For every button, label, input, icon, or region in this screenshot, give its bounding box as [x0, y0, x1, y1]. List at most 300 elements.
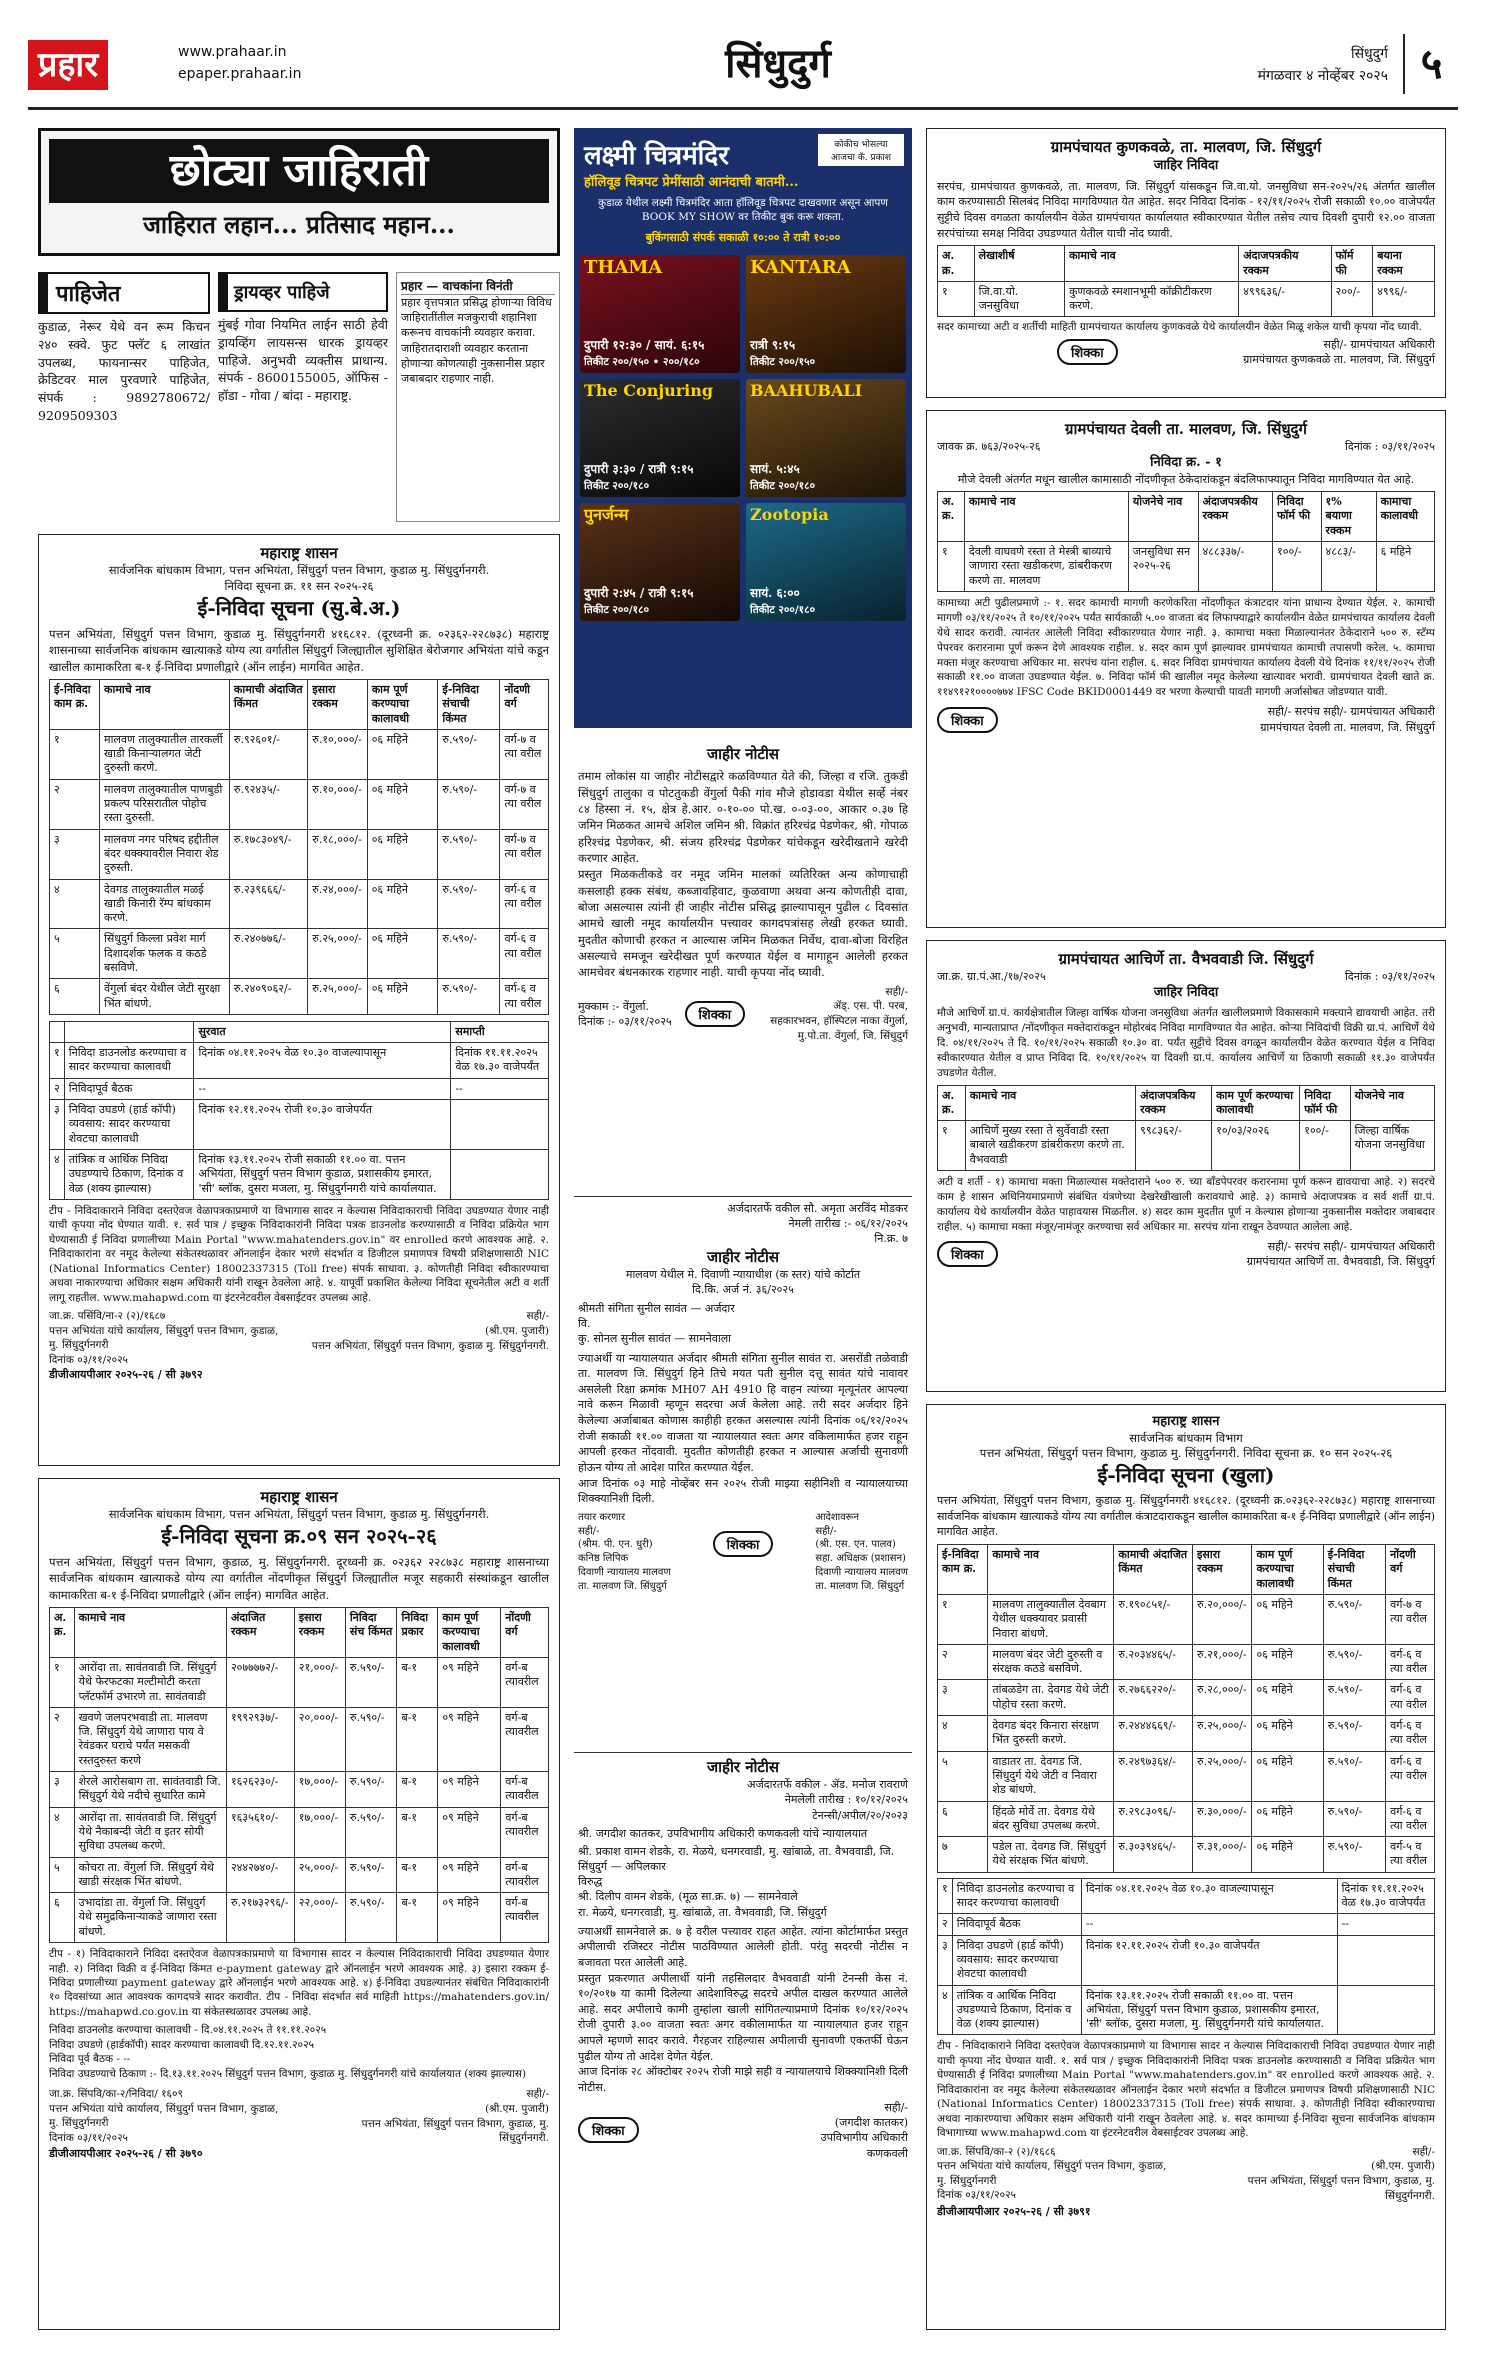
cell: [451, 1100, 549, 1150]
table-header: काम पूर्ण करण्याचा कालावधी: [1212, 1085, 1300, 1121]
cell: वर्ग-६ व त्या वरील: [1386, 1751, 1435, 1801]
cell: आरोंदा ता. सावंतवाडी जि. सिंधुदुर्ग येथे नैकाबन्दी जेटी व इतर सोयी सुविधा उपलब्ध करणे.: [74, 1807, 226, 1857]
cell: आचिर्णे मुख्य रस्ता ते सुर्वेवाडी रस्ता बाबाले खडीकरण डांबरीकरण करणे ता. वैभववाडी: [965, 1121, 1135, 1171]
cell: मालवण तालुक्यातील तारकर्ली खाडी किनाऱ्यालगत जेटी दुरुस्ती करणे.: [100, 729, 230, 779]
cell: ०६ महिने: [367, 929, 438, 979]
table-header: इसारा रक्कम: [308, 679, 367, 729]
gp-date: दिनांक : ०३/११/२०२५: [1345, 440, 1435, 454]
tender-reference: जा.क्र. पसिंवि/ना-२ (२)/१६८७ पत्तन अभियंता यांचे कार्यालय, सिंधुदुर्ग पत्तन विभाग, कुडाळ, मु. सिंधुदुर्गनगरी दिनांक ०३/११/२०२५: [49, 1310, 279, 1366]
cell: ०६ महिने: [1252, 1680, 1323, 1716]
cell: निविदा उघडणे (हार्ड कॉपी) व्यवसाय: सादर करण्याचा शेवटचा कालावधी: [952, 1935, 1081, 1985]
table-header: कामाचे नाव: [74, 1608, 226, 1658]
tender-intro: पत्तन अभियंता, सिंधुदुर्ग पत्तन विभाग, कुडाळ मु. सिंधुदुर्गनगरी ४१६८१२. (दूरध्वनी क्र.०२३६२-२२८७३८) महाराष्ट्र शासनाच्या सार्वजनिक बांधकाम खात्याकडे योग्य त्या वर्गातील कंत्राटदाराकडून खालील कामाकरिता ब-१ ई-निविदा प्रणालीद्वारे (ऑन लाईन) मागवित आहेत.: [937, 1494, 1435, 1539]
cell: ४: [50, 879, 100, 929]
table-row: [50, 1857, 549, 1893]
cell: ०६ महिने: [367, 779, 438, 829]
movie-poster: [580, 379, 740, 497]
cell: रु.५९०/-: [345, 1657, 397, 1707]
cell: २: [50, 1078, 65, 1099]
cell: खवणे जलपरभवाडी ता. मालवण जि. सिंधुदुर्ग येथे जाणारा पाय वे रेवंडकर घराचे पर्यंत मसकवी रस्तदुरुस्त करणे: [74, 1707, 226, 1771]
cell: उभादांडा ता. वेंगुर्ला जि. सिंधुदुर्ग येथे समुद्रकिनाऱ्याकडे जाणारा रस्ता बांधणे.: [74, 1893, 226, 1943]
table-header: कामाचे नाव: [988, 1545, 1114, 1595]
cell: १: [938, 1878, 953, 1914]
cell: रु.२७६६२२०/-: [1114, 1680, 1193, 1716]
table-header: योजनेचे नाव: [1350, 1085, 1434, 1121]
table-row: [938, 1751, 1435, 1801]
cell: रु.२८,०००/-: [1193, 1680, 1252, 1716]
table-header: अ. क्र.: [938, 1085, 966, 1121]
cell: दिनांक ११.११.२०२५ वेळ १७.३० वाजेपर्यंत: [1337, 1878, 1434, 1914]
tender-reference: जा.क्र. सिंपवि/का-२ (२)/१६८६ पत्तन अभियंता यांचे कार्यालय, सिंधुदुर्ग पत्तन विभाग, कुडाळ, मु. सिंधुदुर्गनगरी दिनांक ०३/११/२०२५: [937, 2145, 1167, 2202]
public-notice-court-malvan: [574, 1196, 912, 1742]
cell: २२,०००/-: [294, 1893, 345, 1943]
cell: ब-१: [397, 1857, 438, 1893]
cell: ४: [938, 1716, 988, 1752]
tender-dgipr-code: डीजीआयपीआर २०२५-२६ / सी ३७९०: [49, 2147, 203, 2161]
tender-notice-09: [38, 1478, 560, 2330]
gp-footnote: सदर कामाच्या अटी व शर्तीची माहिती ग्रामपंचायत कार्यालय कुणकवळे येथे कार्यालयीन वेळेत मिळू शकेल याची कृपया नोंद घ्यावी.: [937, 321, 1422, 334]
cell: देवली वाघवणे रस्ता ते मेस्त्री बाव्याचे जाणारा रस्ता खडीकरण, डांबरीकरण करणे ता. मालवण: [964, 542, 1128, 592]
cell: ०९ महिने: [438, 1893, 501, 1943]
cell: रु.२४४४६६९/-: [1114, 1716, 1193, 1752]
seal-stamp: शिक्का: [937, 1241, 998, 1267]
tender-works-table: [937, 1544, 1435, 1873]
brand-logo: प्रहार: [28, 40, 108, 90]
cell: रु.५९०/-: [1323, 1801, 1385, 1837]
table-header: अ. क्र.: [938, 492, 965, 542]
tender-dept: सार्वजनिक बांधकाम विभाग, पत्तन अभियंता, सिंधुदुर्ग पत्तन विभाग, कुडाळ मु. सिंधुदुर्गनगरी.: [108, 563, 490, 578]
cell: ०९ महिने: [438, 1772, 501, 1808]
movie-title: KANTARA: [750, 257, 851, 279]
movie-shows: रात्री ९:१५: [750, 338, 796, 353]
cell: रु.५९०/-: [1323, 1751, 1385, 1801]
tender-title: ई-निविदा सूचना (सु.बे.अ.): [197, 595, 401, 620]
gp-title: ग्रामपंचायत कुणकवळे, ता. मालवण, जि. सिंधुदुर्ग: [1050, 138, 1322, 156]
cell: १७,०००/-: [294, 1807, 345, 1857]
movie-poster: [746, 379, 906, 497]
district-title: सिंधुदुर्ग: [725, 40, 831, 87]
reader-disclaimer: [396, 272, 560, 522]
tender-works-table: [49, 679, 549, 1015]
cell: ०६ महिने: [367, 829, 438, 879]
classified-ad-wanted: [38, 272, 210, 522]
cell: ३: [938, 1680, 988, 1716]
notice-signature: सही/- (जगदीश कातकर) उपविभागीय अधिकारी कणकवली: [820, 2100, 908, 2160]
table-row: [938, 1680, 1435, 1716]
cinema-booking: बुकिंगसाठी संपर्क सकाळी १०:०० ते रात्री १०:००: [645, 231, 841, 245]
notice-title: जाहीर नोटीस: [706, 1758, 780, 1776]
cell: ६: [938, 1801, 988, 1837]
cell: २१,०००/-: [294, 1657, 345, 1707]
cinema-title: लक्ष्मी चित्रमंदिर: [584, 141, 729, 171]
cell: मालवण बंदर जेटी दुरुस्ती व संरक्षक कठडे बसविणे.: [988, 1644, 1114, 1680]
tender-gov: महाराष्ट्र शासन: [260, 544, 338, 562]
cell: मालवण नगर परिषद हद्दीतील बंदर धक्क्यावरील निवारा शेड दुरुस्ती.: [100, 829, 230, 879]
cell: १: [938, 1594, 988, 1644]
gp-terms: कामाच्या अटी पुढीलप्रमाणे :- १. सदर कामाची मागणी करणेकरिता नोंदणीकृत कंत्राटदार यांना प्राधान्य देण्यात येईल. २. कामाची मागणी ०३/११/२०२५ ते १०/११/२०२५ पर्यंत सार्यकाळी ५.०० वाजता बंद लिफाफ्याद्वारे कार्यालयीन वेळेत ग्रामपंचायत कार्यालय देवली येथे सादर करावी. त्यानंतर आलेली निविदा स्वीकारण्यात येणार नाही. ३. कामाचा मक्ता मिळाल्यानंतर ठेकेदाराने ५०० रु. स्टॅम्प पेपरवर करारनामा पूर्ण करून देणे आवश्यक राहील. ४. सदर काम पूर्ण झाल्यावर ग्रामपंचायत कामाची तपासणी करेल. ५. कामाचा मक्ता मंजूर करण्याचा अधिकार मा. सरपंच यांना राहील. ६. सदर निविदा ग्रामपंचायत कार्यालय देवली येथे दिनांक ११/११/२०२५ रोजी सकाळी ११.०० वाजता उघडण्यात येईल. ७. निविदा फॉर्म फी खालील नमूद केलेल्या खात्यावर भरावी. ग्रामपंचायत देवली खाते क्र. ११४९१२१००००७७४ IFSC Code BKID0001449 वर भरणा केल्याची पावती मागणी अर्जासोबत जोडण्यात यावी.: [937, 596, 1435, 699]
cell: रु.१८,०००/-: [308, 829, 367, 879]
notice-left-signature: तयार करणार सही/- (श्रीम. पी. एन. धुरी) कनिष्ठ लिपिक दिवाणी न्यायालय मालवण ता. मालवण जि. सिंधुदुर्ग: [578, 1511, 671, 1592]
movie-title: Zootopia: [750, 505, 829, 525]
edition-date: मंगळवार ४ नोव्हेंबर २०२५: [1257, 68, 1388, 84]
tender-signature: सही/- (श्री.एम. पुजारी) पत्तन अभियंता, सिंधुदुर्ग पत्तन विभाग, कुडाळ, मु. सिंधुदुर्गनगरी.: [1247, 2145, 1435, 2202]
notice-header: अर्जदारतर्फे वकील सौ. अमृता अरविंद मोडकर नेमली तारीख :- ०६/१२/२०२५ नि.क्र. ७: [727, 1202, 908, 1246]
gram-panchayat-tender-devli: [926, 410, 1446, 928]
table-header: इसारा रक्कम: [294, 1608, 345, 1658]
table-row: [938, 1716, 1435, 1752]
cell: निविदा उघडणे (हार्ड कॉपी) व्यवसाय: सादर करण्याचा शेवटचा कालावधी: [64, 1100, 194, 1150]
table-header: योजनेचे नाव: [1128, 492, 1198, 542]
table-header: अ. क्र.: [50, 1608, 75, 1658]
cell: रु.५९०/-: [345, 1893, 397, 1943]
table-header: कामाची अंदाजित किंमत: [229, 679, 307, 729]
movie-shows: दुपारी ३:३० / रात्री ९:१५: [584, 462, 694, 477]
cell: ०६ महिने: [1252, 1644, 1323, 1680]
cell: दिनांक ०४.११.२०२५ वेळ १०.३० वाजल्यापासून: [194, 1043, 451, 1079]
gram-panchayat-tender-achirne: [926, 940, 1446, 1392]
notice-header: अर्जदारतर्फे वकील - ॲड. मनोज रावराणे नेमलेली तारीख : १०/१२/२०२५ टेनन्सी/अपील/२०/२०२३: [747, 1778, 908, 1822]
cell: ४९९६/-: [1373, 281, 1435, 317]
cell: वर्ग-ब त्यावरील: [501, 1893, 549, 1943]
table-row: [938, 1985, 1435, 2035]
cell: ब-१: [397, 1807, 438, 1857]
cell: दिनांक १२.११.२०२५ रोजी १०.३० वाजेपर्यंत: [194, 1100, 451, 1150]
cell: रु.५९०/-: [438, 879, 500, 929]
cell: १९९२९३७/-: [226, 1707, 294, 1771]
cell: २४४२७४०/-: [226, 1857, 294, 1893]
classified-section-driver: ड्रायव्हर पाहिजे: [218, 272, 388, 312]
tender-schedule-table: [937, 1878, 1435, 2036]
cell: ब-१: [397, 1707, 438, 1771]
table-row: [938, 1644, 1435, 1680]
tender-schedule-table: [49, 1021, 549, 1200]
cell: वर्ग-७ व त्या वरील: [500, 829, 549, 879]
cell: रु.२१७३२९६/-: [226, 1893, 294, 1943]
tender-dates: निविदा डाउनलोड करण्याचा कालावधी - दि.०४.११.२०२५ ते ११.११.२०२५ निविदा उघडणे (हार्डकॉपी) सादर करण्याचा कालावधी दि.१२.११.२०२५ निविदा पूर्व बैठक - -- निविदा उघडण्याचे ठिकाण :- दि.१३.११.२०२५ सिंधुदुर्ग पत्तन विभाग, कुडाळ मु. सिंधुदुर्गनगरी यांचे कार्यालयात (शक्य झाल्यास): [49, 2024, 527, 2080]
cell: रु.२५,०००/-: [1193, 1751, 1252, 1801]
cell: ५: [938, 1751, 988, 1801]
cinema-intro: कुडाळ येथील लक्ष्मी चित्रमंदिर आता हॉलिवूड चित्रपट दाखवणार असून आपण BOOK MY SHOW वर तिकीट बुक करू शकता.: [598, 197, 888, 224]
table-row: [50, 1043, 549, 1079]
cell: ६: [50, 979, 100, 1015]
cell: १०/०३/२०२६: [1212, 1121, 1300, 1171]
table-header: इसारा रक्कम: [1193, 1545, 1252, 1595]
cell: --: [1081, 1914, 1337, 1935]
seal-stamp: शिक्का: [937, 707, 998, 733]
tender-dgipr-code: डीजीआयपीआर २०२५-२६ / सी ३७९१: [937, 2204, 1091, 2218]
classified-title: छोट्या जाहिराती: [49, 139, 549, 203]
gp-subtitle: जाहिर निविदा: [1153, 158, 1219, 174]
classified-ad-text: मुंबई गोवा नियमित लाईन साठी हेवी ड्रायव्हिंग लायसन्स धारक ड्रायव्हर पाहिजे. अनुभवी व्यक्तीस प्राधान्य. संपर्क - 8600155005, ऑफिस - हॉडा - गोवा / बांदा - महाराष्ट्र.: [218, 317, 388, 403]
cell: १६२६२३०/-: [226, 1772, 294, 1808]
cell: रु.२०,०००/-: [1193, 1594, 1252, 1644]
cell: रु.९२४३५/-: [229, 779, 307, 829]
gp-reference: जा.क्र. ग्रा.पं.आ./१७/२०२५: [937, 970, 1046, 984]
tender-dept-office: पत्तन अभियंता, सिंधुदुर्ग पत्तन विभाग, कुडाळ मु. सिंधुदुर्गनगरी. निविदा सूचना क्र. १० सन २०२५-२६: [979, 1446, 1393, 1461]
cell: रु.५९०/-: [1323, 1716, 1385, 1752]
cell: ७: [938, 1837, 988, 1873]
gp-works-table: [937, 245, 1435, 317]
cell: ४९९६३६/-: [1239, 281, 1331, 317]
cell: देवगड बंदर किनारा संरक्षण भिंत दुरुस्ती करणे.: [988, 1716, 1114, 1752]
tender-intro: पत्तन अभियंता, सिंधुदुर्ग पत्तन विभाग, कुडाळ, मु. सिंधुदुर्गनगरी. दूरध्वनी क्र. ०२३६२ २२८७३८ महाराष्ट्र शासनाच्या सार्वजनिक बांधकाम खात्याकडे योग्य त्या वर्गातील नोंदणीकृत सिंधुदुर्ग जिल्ह्यातील मजूर सहकारी संस्थांकडून खालील कामाकरिता ब-१ ई-निविदा प्रणालीद्वारे (ऑन लाईन) मागवित आहेत.: [49, 1555, 549, 1602]
table-row: [50, 829, 549, 879]
cell: मालवण तालुक्यातील पाणबुडी प्रकल्प परिसरातील पोहोच रस्ता दुरुस्ती.: [100, 779, 230, 829]
notice-parties: श्री. प्रकाश वामन शेडके, रा. मेळये, धनगरवाडी, मु. खांबाळे, ता. वैभववाडी, जि. सिंधुदुर्ग — अपिलकार विरुद्ध श्री. दिलीप वामन शेडके, (मूळ सा.क्र. ७) — सामनेवाले रा. मेळये, धनगरवाडी, मु. खांबाळे, ता. वैभववाडी, जि. सिंधुदुर्ग: [578, 1844, 895, 1919]
website-url[interactable]: www.prahaar.in: [178, 44, 287, 60]
cell: रु.२९८३०९६/-: [1114, 1801, 1193, 1837]
cell: रु.५९०/-: [438, 929, 500, 979]
cell: तांबळडेग ता. देवगड येथे जेटी पोहोच रस्ता करणे.: [988, 1680, 1114, 1716]
cell: --: [194, 1078, 451, 1099]
cell: पडेल ता. देवगड जि. सिंधुदुर्ग येथे संरक्षक भिंत बांधणे.: [988, 1837, 1114, 1873]
cell: रु.५९०/-: [438, 979, 500, 1015]
table-header: काम पूर्ण करण्याचा कालावधी: [367, 679, 438, 729]
notice-title: जाहीर नोटीस: [706, 745, 780, 763]
cell: रु.५९०/-: [1323, 1680, 1385, 1716]
tender-number: निविदा सूचना क्र. ११ सन २०२५-२६: [224, 579, 374, 594]
cell: ०६ महिने: [1252, 1837, 1323, 1873]
classified-banner: [38, 128, 560, 256]
cell: तांत्रिक व आर्थिक निविदा उघडण्याचे ठिकाण, दिनांक व वेळ (शक्य झाल्यास): [952, 1985, 1081, 2035]
tender-title: ई-निविदा सूचना (खुला): [1097, 1463, 1275, 1488]
cell: रु.२५,०००/-: [308, 979, 367, 1015]
cell: २: [50, 779, 100, 829]
cell: रु.२३९६६६/-: [229, 879, 307, 929]
movie-title: THAMA: [584, 257, 663, 279]
cell: ६: [50, 1893, 75, 1943]
table-row: [50, 1707, 549, 1771]
table-row: [50, 1772, 549, 1808]
cell: ५: [50, 1857, 75, 1893]
cell: दिनांक १३.११.२०२५ रोजी सकाळी ११.०० वा. पत्तन अभियंता, सिंधुदुर्ग पत्तन विभाग कुडाळ, प्रशासकीय इमारत, 'सी' ब्लॉक, दुसरा मजला, मु. सिंधुदुर्गनगरी यांचे कार्यालयात.: [194, 1149, 451, 1199]
cell: सिंधुदुर्ग किल्ला प्रवेश मार्ग दिशादर्शक फलक व कठडे बसविणे.: [100, 929, 230, 979]
cell: १००/-: [1300, 1121, 1350, 1171]
table-row: [938, 542, 1435, 592]
table-header: अ. क्र.: [938, 246, 975, 282]
movie-rates: तिकीट २००/१८०: [584, 604, 650, 617]
notice-court: श्री. जगदीश कातकर, उपविभागीय अधिकारी कणकवली यांचे न्यायालयात: [578, 1826, 868, 1840]
notice-body: तमाम लोकांस या जाहीर नोटीसद्वारे कळविण्यात येते की, जिल्हा व रजि. तुकडी सिंधुदुर्ग तालुका व पोटतुकडी वेंगुर्ला पैकी गांव मौजे होडावडा येथील सर्व्हे नंबर ८४ हिस्सा नं. १५, क्षेत्र हे.आर. ०-१०-०० पो.ख. ०-०३-००, आकार ०.३७ हि जमिन मिळकत आमचे अशिल जमिन श्री. विक्रांत हरिश्चंद्र पेडणेकर, श्री. गोपाळ हरिश्चंद्र पेडणेकर, श्री. संजय हरिश्चंद्र पेडणेकर यांचेकडून खरेदीखताने खरेदी करणार आहेत. प्रस्तुत मिळकतीकडे वर नमूद जमिन मालकां व्यतिरिक्त अन्य कोणाचाही कसलाही हक्क संबंध, कब्जावहिवाट, कुळवाणा अथवा अन्य कोणतीही दावा, बोजा असल्यास त्यांनी ही जाहीर नोटीस प्रसिद्ध झाल्यापासून पुढील ८ दिवसांत आमचे खाली नमूद कार्यालयीन पत्त्यावर कागदपत्रांसह लेखी हरकत घ्यावी. मुदतीत कोणाची हरकत न आल्यास जमिन मिळकत निर्वेध, दावा-बोजा विरहित असल्याचे समजून खरेदीखत पूर्ण करण्यात येईल व मागाहून आलेली हरकत आमचेवर बंधनकारक राहणार नाही. याची कृपया नोंद घ्यावी.: [578, 769, 908, 980]
table-row: [938, 1594, 1435, 1644]
cell: ५: [50, 929, 100, 979]
cell: वर्ग-६ व त्या वरील: [500, 879, 549, 929]
tender-dept: सार्वजनिक बांधकाम विभाग: [1129, 1430, 1243, 1445]
cell: देवगड तालुक्यातील मळई खाडी किनारी रॅम्प बांधकाम करणे.: [100, 879, 230, 929]
notice-place-date: मुक्काम :- वेंगुर्ला. दिनांक :- ०३/११/२०२५: [578, 999, 672, 1028]
movie-poster: [580, 503, 740, 621]
cell: ३: [938, 1935, 953, 1985]
table-row: [50, 1893, 549, 1943]
seal-stamp: शिक्का: [685, 1001, 746, 1027]
seal-stamp: शिक्का: [713, 1531, 774, 1557]
gp-signature: सही/- ग्रामपंचायत अधिकारी ग्रामपंचायत कुणकवळे ता. मालवण, जि. सिंधुदुर्ग: [1243, 337, 1435, 367]
cell: ०६ महिने: [367, 879, 438, 929]
public-notice-land: [574, 740, 912, 1186]
cell: ४८८३/-: [1321, 542, 1376, 592]
cell: २: [50, 1707, 75, 1771]
cell: ब-१: [397, 1893, 438, 1943]
cell: [451, 1149, 549, 1199]
cell: कोचरा ता. वेंगुर्ला जि. सिंधुदुर्ग येथे खाडी संरक्षक भिंत बांधणे.: [74, 1857, 226, 1893]
table-header: निविदा फॉर्म फी: [1273, 492, 1321, 542]
movie-shows: सायं. ६:००: [750, 586, 800, 601]
cell: [1337, 1985, 1434, 2035]
masthead: [28, 34, 1458, 110]
cell: २०७७७७२/-: [226, 1657, 294, 1707]
cell: रु.२४९७३६४/-: [1114, 1751, 1193, 1801]
table-row: [938, 1878, 1435, 1914]
cell: आरोंदा ता. सावंतवाडी जि. सिंधुदुर्ग येथे फेरफटका मल्टीमोटी करता प्लॅटफॉर्म उभारणे ता. सावंतवाडी: [74, 1657, 226, 1707]
table-header: अंदाजपत्रकीय रक्कम: [1198, 492, 1272, 542]
cell: वर्ग-७ व त्या वरील: [1386, 1594, 1435, 1644]
tender-signature: सही/- (श्री.एम. पुजारी) पत्तन अभियंता, सिंधुदुर्ग पत्तन विभाग, कुडाळ मु. सिंधुदुर्गनगरी.: [311, 1310, 549, 1352]
table-row: [50, 729, 549, 779]
tender-note: टीप - १) निविदाकाराने निविदा दस्तऐवज वेळापत्रकाप्रमाणे या विभागास सादर न केल्यास निविदाकाराची निविदा उघडण्यात येणार नाही. २) निविदा विक्री व ई-निविदा किंमत e-payment gateway द्वारे ऑनलाईन भरणे आवश्यक आहे. ३) इसारा रक्कम ई-निविदा प्रणालीच्या payment gateway द्वारे ऑनलाईन भरणे आवश्यक आहे. ४) ई-निविदा उघडल्यानंतर संबंधित निविदाकारांनी १० दिवसांच्या आत आवश्यक कागदपत्रे सादर करावीत. टीप - निविदा संदर्भात सर्व माहिती https://mahatenders.gov.in/ https://mahapwd.co.gov.in या संकेतस्थळावर उपलब्ध आहे.: [49, 1948, 549, 2018]
table-header: १% बयाणा रक्कम: [1321, 492, 1376, 542]
tender-notice-10: [926, 1404, 1446, 2330]
table-row: [938, 281, 1435, 317]
gp-signature: सही/- सरपंच सही/- ग्रामपंचायत अधिकारी ग्रामपंचायत आचिर्णे ता. वैभववाडी, जि. सिंधुदुर्ग: [1246, 1239, 1435, 1268]
tender-reference: जा.क्र. सिंपवि/का-२/निविदा/ १६०९ पत्तन अभियंता यांचे कार्यालय, सिंधुदुर्ग पत्तन विभाग, कुडाळ, मु. सिंधुदुर्गनगरी दिनांक ०३/११/२०२५: [49, 2088, 279, 2144]
cell: ०६ महिने: [1252, 1716, 1323, 1752]
cell: रु.५९०/-: [1323, 1594, 1385, 1644]
cell: दिनांक ०४.११.२०२५ वेळ १०.३० वाजल्यापासून: [1081, 1878, 1337, 1914]
cell: वेंगुर्ला बंदर येथील जेटी सुरक्षा भिंत बांधणे.: [100, 979, 230, 1015]
cell: १: [50, 729, 100, 779]
tender-gov: महाराष्ट्र शासन: [1152, 1414, 1220, 1429]
cell: रु.५९०/-: [438, 779, 500, 829]
cell: वर्ग-ब त्यावरील: [501, 1772, 549, 1808]
classified-tagline: जाहिरात लहान... प्रतिसाद महान...: [143, 210, 455, 239]
cell: ०९ महिने: [438, 1657, 501, 1707]
cell: रु.५९०/-: [345, 1857, 397, 1893]
table-header: कामाचा कालावधी: [1376, 492, 1434, 542]
gp-reference: जावक क्र. ७६३/२०२५-२६: [937, 440, 1041, 454]
table-row: [50, 979, 549, 1015]
cell: दिनांक १२.११.२०२५ रोजी १०.३० वाजेपर्यंत: [1081, 1935, 1337, 1985]
table-header: [64, 1021, 194, 1042]
table-header: सुरवात: [194, 1021, 451, 1042]
cell: शेरले आरोसबाग ता. सावंतवाडी जि. सिंधुदुर्ग येथे नदीचे सुधारित कामे: [74, 1772, 226, 1808]
cell: ३: [50, 829, 100, 879]
cell: कुणकवळे स्मशानभूमी कॉक्रीटीकरण करणे.: [1065, 281, 1239, 317]
cell: ०९ महिने: [438, 1807, 501, 1857]
table-header: कामाचे नाव: [100, 679, 230, 729]
table-header: [50, 1021, 65, 1042]
table-header: नोंदणी वर्ग: [1386, 1545, 1435, 1595]
table-header: ई-निविदा काम क्र.: [50, 679, 100, 729]
cell: निविदा डाउनलोड करण्याचा व सादर करण्याचा कालावधी: [952, 1878, 1081, 1914]
cell: रु.२४,०००/-: [308, 879, 367, 929]
cell: वर्ग-७ व त्या वरील: [500, 779, 549, 829]
cell: रु.३०,०००/-: [1193, 1801, 1252, 1837]
cell: २०,०००/-: [294, 1707, 345, 1771]
cell: ३: [50, 1100, 65, 1150]
cell: रु.५९०/-: [438, 829, 500, 879]
cell: [1337, 1935, 1434, 1985]
cell: निविदा डाउनलोड करण्याचा व सादर करण्याचा कालावधी: [64, 1043, 194, 1079]
seal-stamp: शिक्का: [1057, 339, 1118, 365]
cell: रु.१९०८५१/-: [1114, 1594, 1193, 1644]
tender-intro: पत्तन अभियंता, सिंधुदुर्ग पत्तन विभाग, कुडाळ मु. सिंधुदुर्गनगरी ४१६८१२. (दूरध्वनी क्र. ०२३६२-२२८७३८) महाराष्ट्र शासनाच्या सार्वजनिक बांधकाम खात्याकडे योग्य त्या वर्गातील सिंधुदुर्ग जिल्ह्यातील सुशिक्षित बेरोजगार अभियंता यांचे कडून खालील कामाकरिता ब-१ ई-निविदा प्रणालीद्वारे (ऑन लाईन) मागवित आहेत.: [49, 626, 549, 674]
cell: रु.२१,०००/-: [1193, 1644, 1252, 1680]
table-header: अंदाजपत्रकिय रक्कम: [1136, 1085, 1212, 1121]
table-header: कामाचे नाव: [965, 1085, 1135, 1121]
cell: ४८८३३७/-: [1198, 542, 1272, 592]
cell: रु.५९०/-: [1323, 1644, 1385, 1680]
cell: १६३५६१०/-: [226, 1807, 294, 1857]
tender-dgipr-code: डीजीआयपीआर २०२५-२६ / सी ३७९२: [49, 1368, 203, 1382]
cell: ब-१: [397, 1657, 438, 1707]
table-header: निविदा फॉर्म फी: [1300, 1085, 1350, 1121]
classified-section-wanted: पाहिजेत: [38, 272, 210, 314]
cell: २: [938, 1914, 953, 1935]
table-header: कामाचे नाव: [1065, 246, 1239, 282]
cell: रु.१७८३०४९/-: [229, 829, 307, 879]
table-header: काम पूर्ण करण्याचा कालावधी: [438, 1608, 501, 1658]
cell: वर्ग-ब त्यावरील: [501, 1707, 549, 1771]
gp-title: ग्रामपंचायत आचिर्णे ता. वैभववाडी जि. सिंधुदुर्ग: [1058, 950, 1314, 968]
gp-signature: सही/- सरपंच सही/- ग्रामपंचायत अधिकारी ग्रामपंचायत देवली ता. मालवण, जि. सिंधुदुर्ग: [1260, 705, 1435, 734]
cell: वर्ग-६ व त्या वरील: [1386, 1644, 1435, 1680]
cell: रु.२४०७७६/-: [229, 929, 307, 979]
cell: २५,०००/-: [294, 1857, 345, 1893]
cinema-badge: कोकीच भोसल्या आजचा कॅ. प्रकाश: [818, 134, 904, 166]
cell: ब-१: [397, 1772, 438, 1808]
movie-rates: तिकीट २००/१८०: [750, 480, 816, 493]
epaper-url[interactable]: epaper.prahaar.in: [178, 66, 302, 82]
table-header: नोंदणी वर्ग: [500, 679, 549, 729]
table-row: [938, 1837, 1435, 1873]
cell: वाडातर ता. देवगड जि. सिंधुदुर्ग येथे जेटी व निवारा शेड बांधणे.: [988, 1751, 1114, 1801]
table-header: ई-निविदा काम क्र.: [938, 1545, 988, 1595]
table-header: निविदा संच किंमत: [345, 1608, 397, 1658]
table-header: फॉर्म फी: [1331, 246, 1373, 282]
cell: ०६ महिने: [1252, 1751, 1323, 1801]
cell: ६ महिने: [1376, 542, 1434, 592]
gp-body: मौजे आचिर्णे ग्रा.पं. कार्यक्षेत्रातील जिल्हा वार्षिक योजना जनसुविधा अंतर्गत खालीलप्रमाणे विकासकामे मक्त्याने द्यावयाची आहेत. तरी अनुभवी, मान्यताप्राप्त /नोंदणीकृत मक्तेदारांकडून मोहोरबंद निविदा मागविण्यात येत आहेत. कोऱ्या निविदांची विक्री ग्रा.पं. आचिर्णे येथे दि. ०४/११/२०२५ ते दि. १०/११/२०२५ सकाळी १०.३० वा. पर्यंत सुट्टीचे दिवस वगळून कार्यालयीन वेळेत करण्यात येईल व निविदा स्वीकारण्यात येतील व प्राप्त निविदा दि. १०/११/२०२५ या दिवशी ग्रा.पं. कार्यालय आचिर्णे या ठिकाणी सकाळी ११.३० वाजेपर्यंत उघडणेत येतील.: [937, 1006, 1435, 1079]
tender-signature: सही/- (श्री.एम. पुजारी) पत्तन अभियंता, सिंधुदुर्ग पत्तन विभाग, कुडाळ, मु. सिंधुदुर्गनगरी.: [361, 2088, 549, 2145]
table-row: [50, 779, 549, 829]
cell: वर्ग-७ व त्या वरील: [500, 729, 549, 779]
cell: ०६ महिने: [367, 979, 438, 1015]
cell: रु.५९०/-: [345, 1807, 397, 1857]
tender-title: ई-निविदा सूचना क्र.०९ सन २०२५-२६: [161, 1524, 437, 1549]
cell: वर्ग-६ व त्या वरील: [1386, 1680, 1435, 1716]
cell: ४: [938, 1985, 953, 2035]
cell: ४: [50, 1807, 75, 1857]
cell: दिनांक १३.११.२०२५ रोजी सकाळी ११.०० वा. पत्तन अभियंता, सिंधुदुर्ग पत्तन विभाग कुडाळ, प्रशासकीय इमारत, 'सी' ब्लॉक, दुसरा मजला, मु. सिंधुदुर्गनगरी यांचे कार्यालयात.: [1081, 1985, 1337, 2035]
movie-shows: दुपारी २:४५ / रात्री ९:१५: [584, 586, 694, 601]
cell: रु.१०,०००/-: [308, 729, 367, 779]
cell: वर्ग-६ व त्या वरील: [1386, 1716, 1435, 1752]
tender-works-table: [49, 1607, 549, 1943]
movie-shows: सायं. ५:४५: [750, 462, 800, 477]
page-number: ५: [1403, 34, 1458, 94]
cell: वर्ग-ब त्यावरील: [501, 1857, 549, 1893]
table-header: अंदाजपत्रकीय रक्कम: [1239, 246, 1331, 282]
notice-title: जाहीर नोटीस: [706, 1247, 780, 1266]
table-header: कामाचे नाव: [964, 492, 1128, 542]
tender-gov: महाराष्ट्र शासन: [260, 1488, 338, 1506]
cell: १: [50, 1657, 75, 1707]
cell: रु.३१,०००/-: [1193, 1837, 1252, 1873]
cell: रु.१०,०००/-: [308, 779, 367, 829]
cell: रु.३०३९४६५/-: [1114, 1837, 1193, 1873]
table-row: [50, 1657, 549, 1707]
classified-ad-text: कुडाळ, नेरूर येथे वन रूम किचन २४० स्क्वे. फुट फ्लॅट ६ लाखांत उपलब्ध, फायनान्सर पाहिजेत, क्रेडिटवर माल पुरवणारे पाहिजेत, संपर्क : 9892780672/ 9209509303: [38, 319, 210, 423]
